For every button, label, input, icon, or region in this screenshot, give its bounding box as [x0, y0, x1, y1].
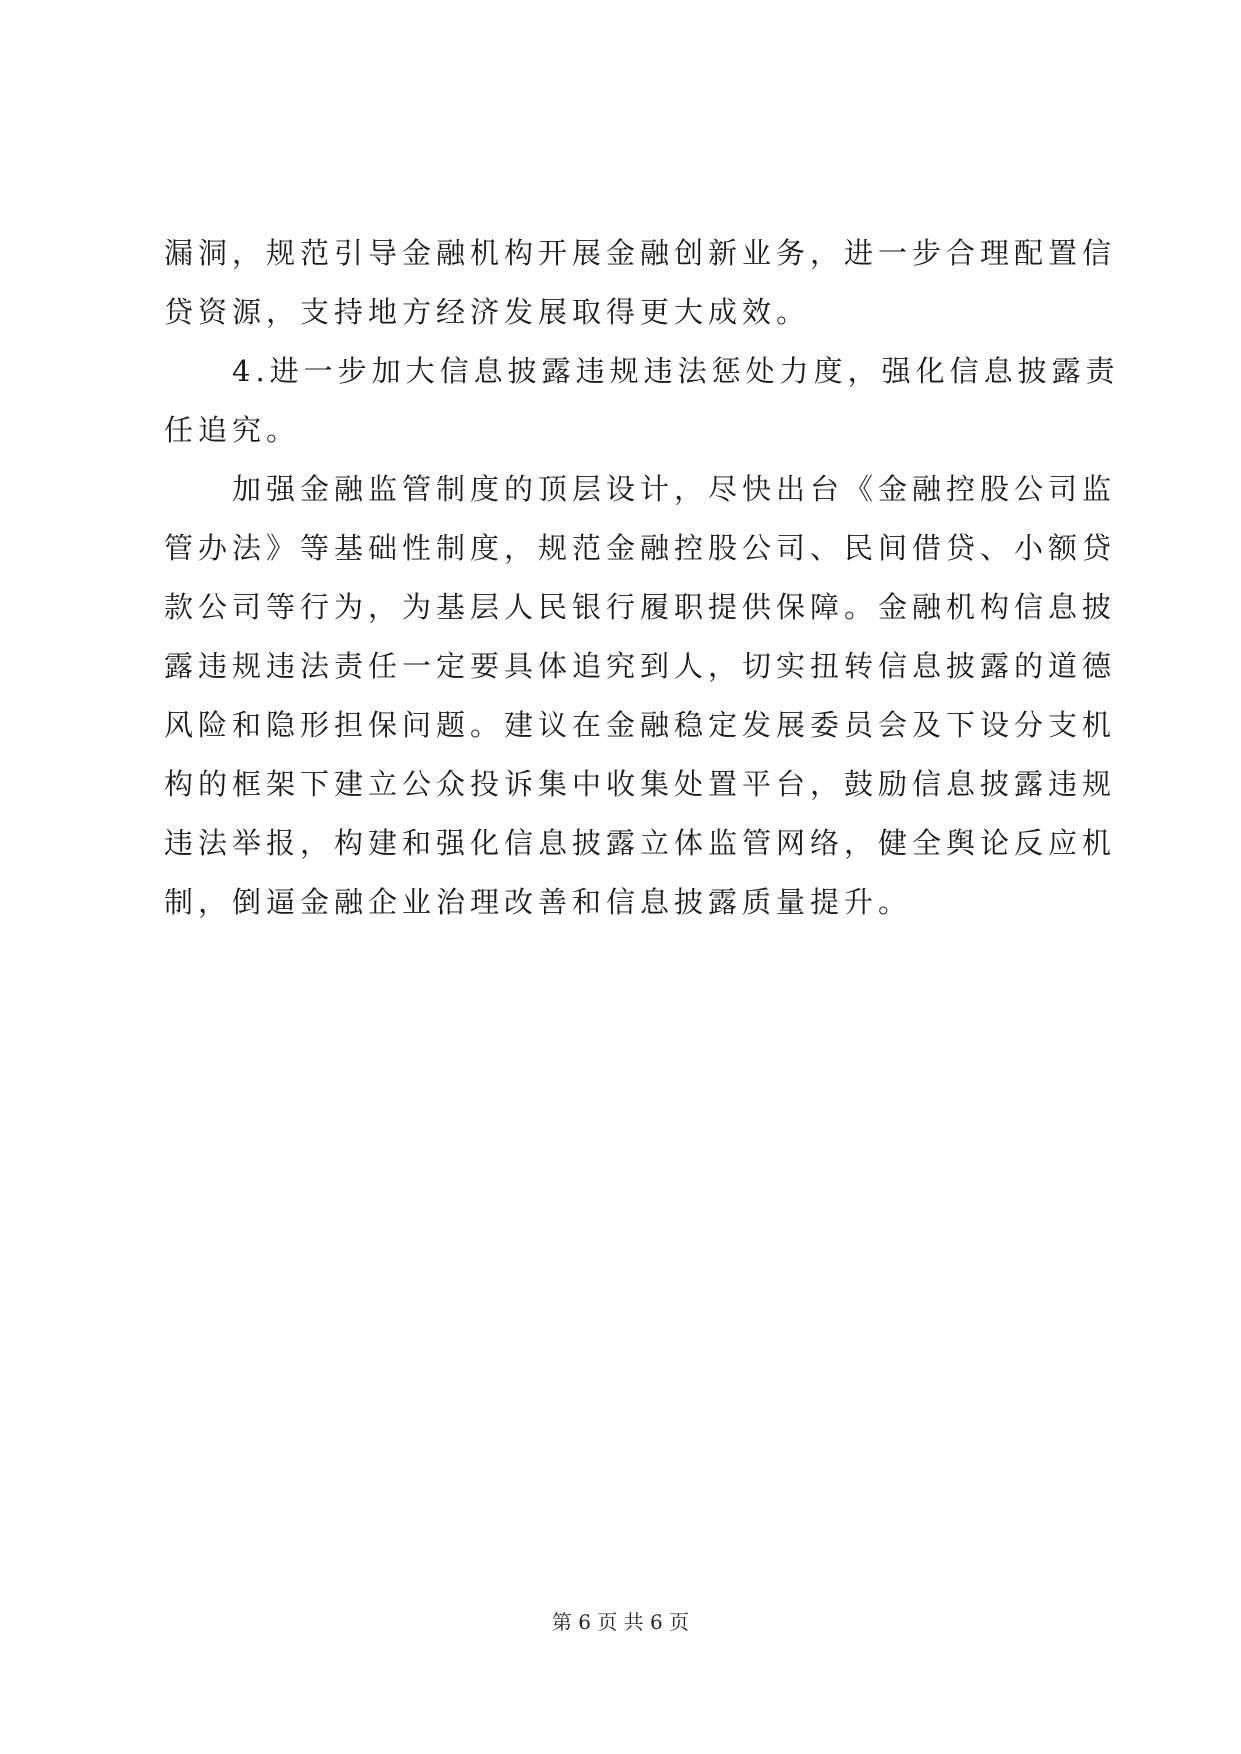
paragraph-line: 任追究。 — [164, 413, 301, 447]
paragraph-line: 加强金融监管制度的顶层设计，尽快出台《金融控股公司监 — [232, 472, 1117, 506]
paragraph-line: 管办法》等基础性制度，规范金融控股公司、民间借贷、小额贷 — [164, 531, 1117, 565]
paragraph-line: 露违规违法责任一定要具体追究到人，切实扭转信息披露的道德 — [164, 649, 1117, 683]
paragraph-line: 制，倒逼金融企业治理改善和信息披露质量提升。 — [164, 885, 913, 919]
paragraph-3 — [164, 460, 1117, 932]
paragraph-line: 漏洞，规范引导金融机构开展金融创新业务，进一步合理配置信 — [164, 236, 1117, 270]
paragraph-line: 构的框架下建立公众投诉集中收集处置平台，鼓励信息披露违规 — [164, 767, 1117, 801]
paragraph-1 — [164, 224, 1117, 342]
paragraph-line: 贷资源，支持地方经济发展取得更大成效。 — [164, 295, 811, 329]
page-number-footer: 第 6 页 共 6 页 — [551, 1610, 690, 1634]
document-body — [164, 224, 1120, 932]
paragraph-line: 违法举报，构建和强化信息披露立体监管网络，健全舆论反应机 — [164, 826, 1117, 860]
paragraph-line: 4.进一步加大信息披露违规违法惩处力度，强化信息披露责 — [232, 354, 1120, 388]
paragraph-line: 风险和隐形担保问题。建议在金融稳定发展委员会及下设分支机 — [164, 708, 1117, 742]
paragraph-line: 款公司等行为，为基层人民银行履职提供保障。金融机构信息披 — [164, 590, 1117, 624]
paragraph-2 — [164, 342, 1120, 460]
